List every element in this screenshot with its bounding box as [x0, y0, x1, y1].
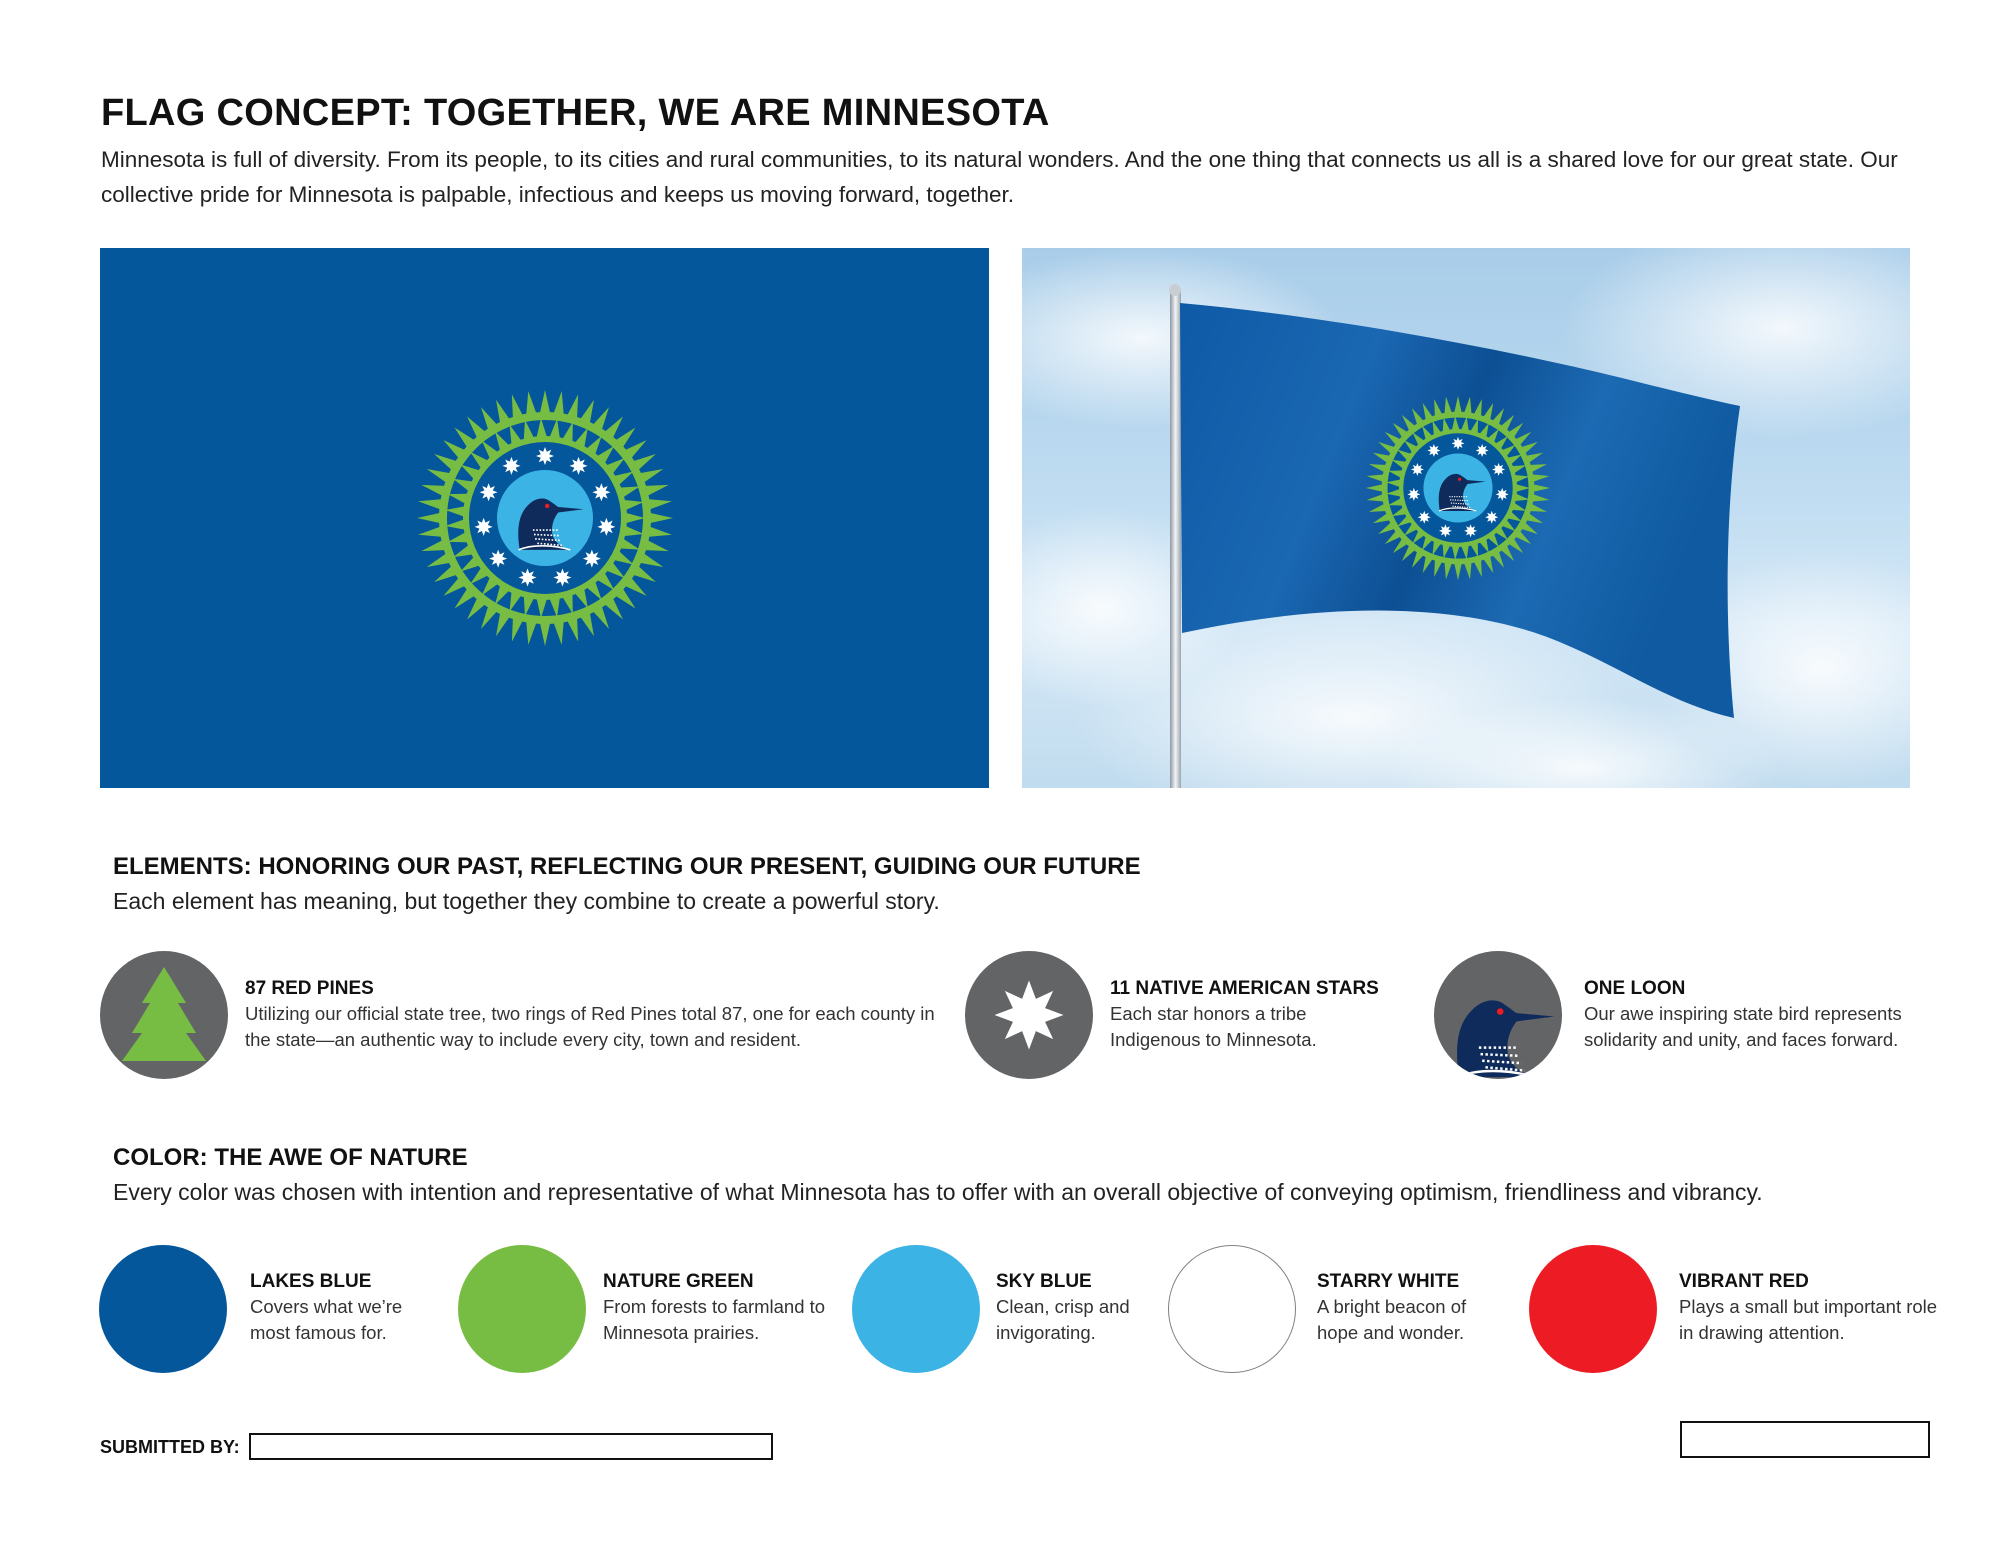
swatch-desc-nature-green: From forests to farmland to Minnesota prairies. — [603, 1296, 826, 1343]
intro-paragraph: Minnesota is full of diversity. From its people, to its cities and rural communities, to its natural wonders. And the one thing that connects us all is a shared love for our great state. Our collective pride for Minnesota is palpable, infectious and keeps us moving forward, together. — [101, 147, 1898, 207]
color-subheading: Every color was chosen with intention and representative of what Minnesota has to offer with an overall objective of conveying optimism, friendliness and vibrancy. — [113, 1179, 1763, 1205]
swatch-title-vibrant-red: VIBRANT RED — [1679, 1271, 1809, 1292]
element-item-pines — [100, 951, 228, 1079]
element-desc-pines: Utilizing our official state tree, two rings of Red Pines total 87, one for each county in the state—an authentic way to include every city, town and resident. — [245, 1003, 935, 1050]
swatch-title-starry-white: STARRY WHITE — [1317, 1271, 1460, 1292]
flag-photo — [1022, 248, 1910, 788]
submitted-by-field[interactable] — [249, 1433, 773, 1460]
element-desc-loon: Our awe inspiring state bird represents solidarity and unity, and faces forward. — [1584, 1003, 1902, 1050]
pine-tree-icon — [100, 951, 228, 1079]
element-item-stars — [965, 951, 1093, 1079]
swatch-title-nature-green: NATURE GREEN — [603, 1271, 754, 1292]
elements-heading: ELEMENTS: HONORING OUR PAST, REFLECTING OUR PRESENT, GUIDING OUR FUTURE — [113, 853, 1141, 880]
swatch-lakes-blue — [99, 1245, 227, 1373]
swatch-desc-vibrant-red: Plays a small but important role in drawing attention. — [1679, 1296, 1938, 1343]
color-heading: COLOR: THE AWE OF NATURE — [113, 1144, 468, 1171]
submitted-by-label: SUBMITTED BY: — [100, 1437, 240, 1457]
element-item-loon — [1434, 951, 1562, 1079]
element-desc-stars: Each star honors a tribe Indigenous to Minnesota. — [1110, 1003, 1317, 1050]
swatch-desc-lakes-blue: Covers what we’re most famous for. — [250, 1296, 403, 1343]
flag-design — [100, 248, 989, 788]
entry-id-field[interactable] — [1680, 1421, 1930, 1458]
swatch-desc-sky-blue: Clean, crisp and invigorating. — [996, 1296, 1130, 1343]
swatch-title-sky-blue: SKY BLUE — [996, 1271, 1092, 1292]
swatch-title-lakes-blue: LAKES BLUE — [250, 1271, 372, 1292]
page-title: FLAG CONCEPT: TOGETHER, WE ARE MINNESOTA — [101, 92, 1050, 134]
elements-subheading: Each element has meaning, but together they combine to create a powerful story. — [113, 888, 940, 914]
loon-icon — [1434, 951, 1562, 1079]
element-title-pines: 87 RED PINES — [245, 978, 374, 999]
swatch-starry-white — [1168, 1245, 1296, 1373]
star-icon — [965, 951, 1093, 1079]
flag-photo-illustration — [1022, 248, 1910, 788]
swatch-desc-starry-white: A bright beacon of hope and wonder. — [1317, 1296, 1467, 1343]
swatch-nature-green — [458, 1245, 586, 1373]
flag-emblem — [100, 248, 989, 788]
element-title-stars: 11 NATIVE AMERICAN STARS — [1110, 978, 1379, 999]
swatch-vibrant-red — [1529, 1245, 1657, 1373]
element-title-loon: ONE LOON — [1584, 978, 1686, 999]
swatch-sky-blue — [852, 1245, 980, 1373]
